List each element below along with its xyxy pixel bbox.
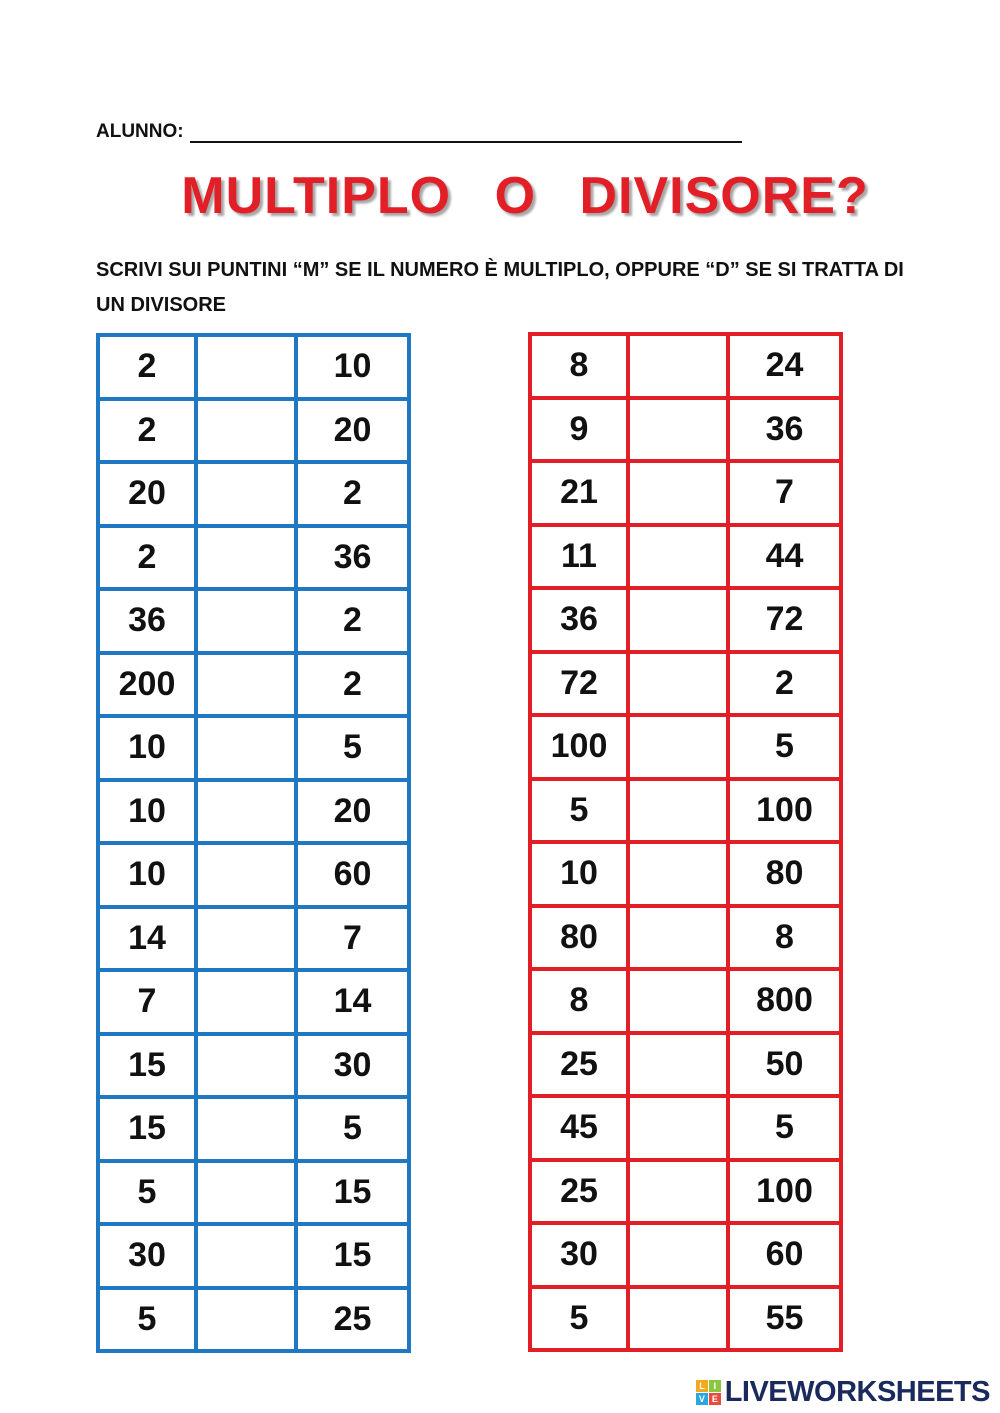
first-number-cell: 21 [530, 461, 628, 525]
second-number-cell: 80 [728, 842, 841, 906]
first-number-cell: 72 [530, 652, 628, 716]
table-row [98, 653, 409, 717]
answer-cell[interactable] [196, 462, 296, 526]
first-number-cell: 10 [98, 780, 196, 844]
table-row [98, 1288, 409, 1352]
second-number-cell: 800 [728, 969, 841, 1033]
second-number-cell: 2 [296, 653, 409, 717]
table-row [98, 716, 409, 780]
answer-cell[interactable] [196, 399, 296, 463]
table-row [98, 1161, 409, 1225]
first-number-cell: 9 [530, 398, 628, 462]
first-number-cell: 11 [530, 525, 628, 589]
second-number-cell: 55 [728, 1287, 841, 1351]
liveworksheets-brand [696, 1376, 990, 1409]
first-number-cell: 25 [530, 1160, 628, 1224]
student-name-line[interactable] [190, 125, 742, 143]
first-number-cell: 36 [530, 588, 628, 652]
first-number-cell: 45 [530, 1096, 628, 1160]
first-number-cell: 5 [98, 1161, 196, 1225]
answer-cell[interactable] [196, 716, 296, 780]
first-number-cell: 30 [98, 1224, 196, 1288]
first-number-cell: 8 [530, 334, 628, 398]
answer-cell[interactable] [628, 1287, 728, 1351]
answer-cell[interactable] [628, 1096, 728, 1160]
table-row [530, 715, 841, 779]
answer-cell[interactable] [196, 1161, 296, 1225]
second-number-cell: 7 [296, 907, 409, 971]
table-row [98, 1224, 409, 1288]
table-row [98, 589, 409, 653]
table-row [530, 1223, 841, 1287]
answer-cell[interactable] [628, 525, 728, 589]
second-number-cell: 5 [296, 1097, 409, 1161]
answer-cell[interactable] [628, 906, 728, 970]
table-row [530, 842, 841, 906]
second-number-cell: 5 [728, 1096, 841, 1160]
answer-cell[interactable] [628, 588, 728, 652]
second-number-cell: 2 [296, 462, 409, 526]
first-number-cell: 10 [98, 843, 196, 907]
table-row [98, 1034, 409, 1098]
answer-cell[interactable] [196, 1288, 296, 1352]
first-number-cell: 25 [530, 1033, 628, 1097]
second-number-cell: 20 [296, 399, 409, 463]
brand-name: LIVEWORKSHEETS [724, 1376, 990, 1408]
first-number-cell: 36 [98, 589, 196, 653]
table-row [530, 461, 841, 525]
answer-cell[interactable] [628, 652, 728, 716]
first-number-cell: 20 [98, 462, 196, 526]
answer-cell[interactable] [628, 1223, 728, 1287]
second-number-cell: 72 [728, 588, 841, 652]
table-row [530, 1096, 841, 1160]
table-row [98, 907, 409, 971]
answer-cell[interactable] [628, 398, 728, 462]
table-row [530, 1287, 841, 1351]
page-title: MULTIPLO O DIVISORE? [181, 167, 869, 225]
second-number-cell: 25 [296, 1288, 409, 1352]
second-number-cell: 2 [296, 589, 409, 653]
logo-letter: E [709, 1393, 721, 1405]
table-row [98, 970, 409, 1034]
first-number-cell: 15 [98, 1097, 196, 1161]
second-number-cell: 7 [728, 461, 841, 525]
right-exercise-table [528, 332, 843, 1352]
table-row [530, 969, 841, 1033]
first-number-cell: 15 [98, 1034, 196, 1098]
table-row [530, 906, 841, 970]
first-number-cell: 5 [98, 1288, 196, 1352]
second-number-cell: 10 [296, 335, 409, 399]
table-row [530, 779, 841, 843]
table-row [530, 588, 841, 652]
answer-cell[interactable] [628, 715, 728, 779]
left-exercise-table [96, 333, 411, 1353]
table-row [98, 335, 409, 399]
first-number-cell: 10 [530, 842, 628, 906]
table-row [98, 526, 409, 590]
student-label: ALUNNO: [96, 121, 184, 142]
second-number-cell: 30 [296, 1034, 409, 1098]
answer-cell[interactable] [628, 842, 728, 906]
first-number-cell: 30 [530, 1223, 628, 1287]
second-number-cell: 50 [728, 1033, 841, 1097]
second-number-cell: 2 [728, 652, 841, 716]
first-number-cell: 8 [530, 969, 628, 1033]
second-number-cell: 24 [728, 334, 841, 398]
table-row [98, 462, 409, 526]
second-number-cell: 8 [728, 906, 841, 970]
student-name-field [96, 121, 742, 143]
logo-letter: V [696, 1393, 708, 1405]
answer-cell[interactable] [196, 1097, 296, 1161]
second-number-cell: 36 [728, 398, 841, 462]
table-row [530, 525, 841, 589]
table-row [530, 334, 841, 398]
answer-cell[interactable] [196, 526, 296, 590]
second-number-cell: 44 [728, 525, 841, 589]
answer-cell[interactable] [628, 1033, 728, 1097]
second-number-cell: 14 [296, 970, 409, 1034]
answer-cell[interactable] [628, 1160, 728, 1224]
table-row [530, 1033, 841, 1097]
answer-cell[interactable] [196, 335, 296, 399]
second-number-cell: 5 [296, 716, 409, 780]
answer-cell[interactable] [196, 1224, 296, 1288]
first-number-cell: 14 [98, 907, 196, 971]
second-number-cell: 60 [296, 843, 409, 907]
logo-letter: L [696, 1380, 708, 1392]
first-number-cell: 200 [98, 653, 196, 717]
table-row [530, 652, 841, 716]
answer-cell[interactable] [628, 779, 728, 843]
answer-cell[interactable] [628, 334, 728, 398]
first-number-cell: 10 [98, 716, 196, 780]
second-number-cell: 100 [728, 1160, 841, 1224]
first-number-cell: 5 [530, 1287, 628, 1351]
first-number-cell: 2 [98, 526, 196, 590]
table-row [98, 1097, 409, 1161]
first-number-cell: 5 [530, 779, 628, 843]
answer-cell[interactable] [196, 589, 296, 653]
second-number-cell: 15 [296, 1161, 409, 1225]
second-number-cell: 100 [728, 779, 841, 843]
table-row [530, 1160, 841, 1224]
answer-cell[interactable] [628, 461, 728, 525]
answer-cell[interactable] [196, 843, 296, 907]
second-number-cell: 36 [296, 526, 409, 590]
second-number-cell: 15 [296, 1224, 409, 1288]
first-number-cell: 80 [530, 906, 628, 970]
liveworksheets-logo-icon [696, 1380, 721, 1405]
table-row [98, 843, 409, 907]
first-number-cell: 2 [98, 335, 196, 399]
instructions-text: SCRIVI SUI PUNTINI “M” SE IL NUMERO È MULTIPLO, OPPURE “D” SE SI TRATTA DI UN DIVISORE [96, 259, 904, 316]
table-row [530, 398, 841, 462]
answer-cell[interactable] [628, 969, 728, 1033]
table-row [98, 780, 409, 844]
second-number-cell: 60 [728, 1223, 841, 1287]
table-row [98, 399, 409, 463]
answer-cell[interactable] [196, 907, 296, 971]
answer-cell[interactable] [196, 1034, 296, 1098]
second-number-cell: 5 [728, 715, 841, 779]
second-number-cell: 20 [296, 780, 409, 844]
first-number-cell: 2 [98, 399, 196, 463]
answer-cell[interactable] [196, 653, 296, 717]
logo-letter: I [709, 1380, 721, 1392]
first-number-cell: 7 [98, 970, 196, 1034]
first-number-cell: 100 [530, 715, 628, 779]
answer-cell[interactable] [196, 970, 296, 1034]
answer-cell[interactable] [196, 780, 296, 844]
